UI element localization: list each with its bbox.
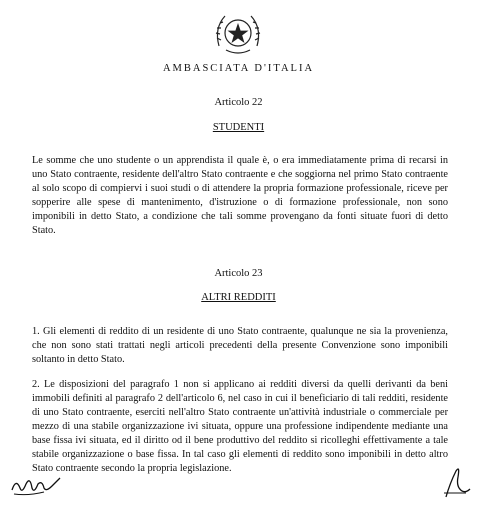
article-23-paragraph-2: 2. Le disposizioni del paragrafo 1 non si applicano ai redditi diversi da quelli derivanti da beni immobili definiti al paragrafo 2 dell'articolo 6, nel caso in cui il beneficiario di tali redditi, residente di uno Stato contraente, eserciti nell'altro Stato contraente un'attività industriale o commerciale per mezzo di una stabile organizzazione ivi situata, oppure una professione indipendente mediante una base fissa ivi situata, ed il diritto od il bene produttivo del reddito si ricolleghi effettivamente a tale stabile organizzazione o base fissa. In tal caso gli elementi di reddito sono imponibili in detto altro Stato contraente secondo la propria legislazione.: [32, 379, 448, 474]
article-22-paragraph: Le somme che uno studente o un apprendista il quale è, o era immediatamente prima di recarsi in uno Stato contraente, residente dell'altro Stato contraente e che soggiorna nel primo Stato contraente al solo scopo di compiervi i suoi studi o di attendere la propria formazione professionale, riceve per sopperire alle spese di mantenimento, d'istruzione o di formazione professionale, non sono imponibili in detto Stato, a condizione che tali somme provengano da fonti situate fuori di detto Stato.: [32, 155, 448, 236]
embassy-heading: AMBASCIATA D'ITALIA: [162, 63, 315, 74]
article-22-title: Articolo 22: [214, 97, 263, 108]
signature-left: [8, 470, 68, 500]
article-23-subtitle: ALTRI REDDITI: [201, 292, 276, 303]
article-23-title: Articolo 23: [214, 268, 263, 279]
italian-emblem-icon: [211, 6, 265, 60]
signature-right: [440, 463, 474, 503]
article-22-subtitle: STUDENTI: [212, 122, 265, 133]
article-23-paragraph-1: 1. Gli elementi di reddito di un residente di uno Stato contraente, qualunque ne sia la provenienza, che non sono stati trattati negli articoli precedenti della presente Convenzione sono imponibili soltanto in detto Stato.: [32, 326, 448, 365]
